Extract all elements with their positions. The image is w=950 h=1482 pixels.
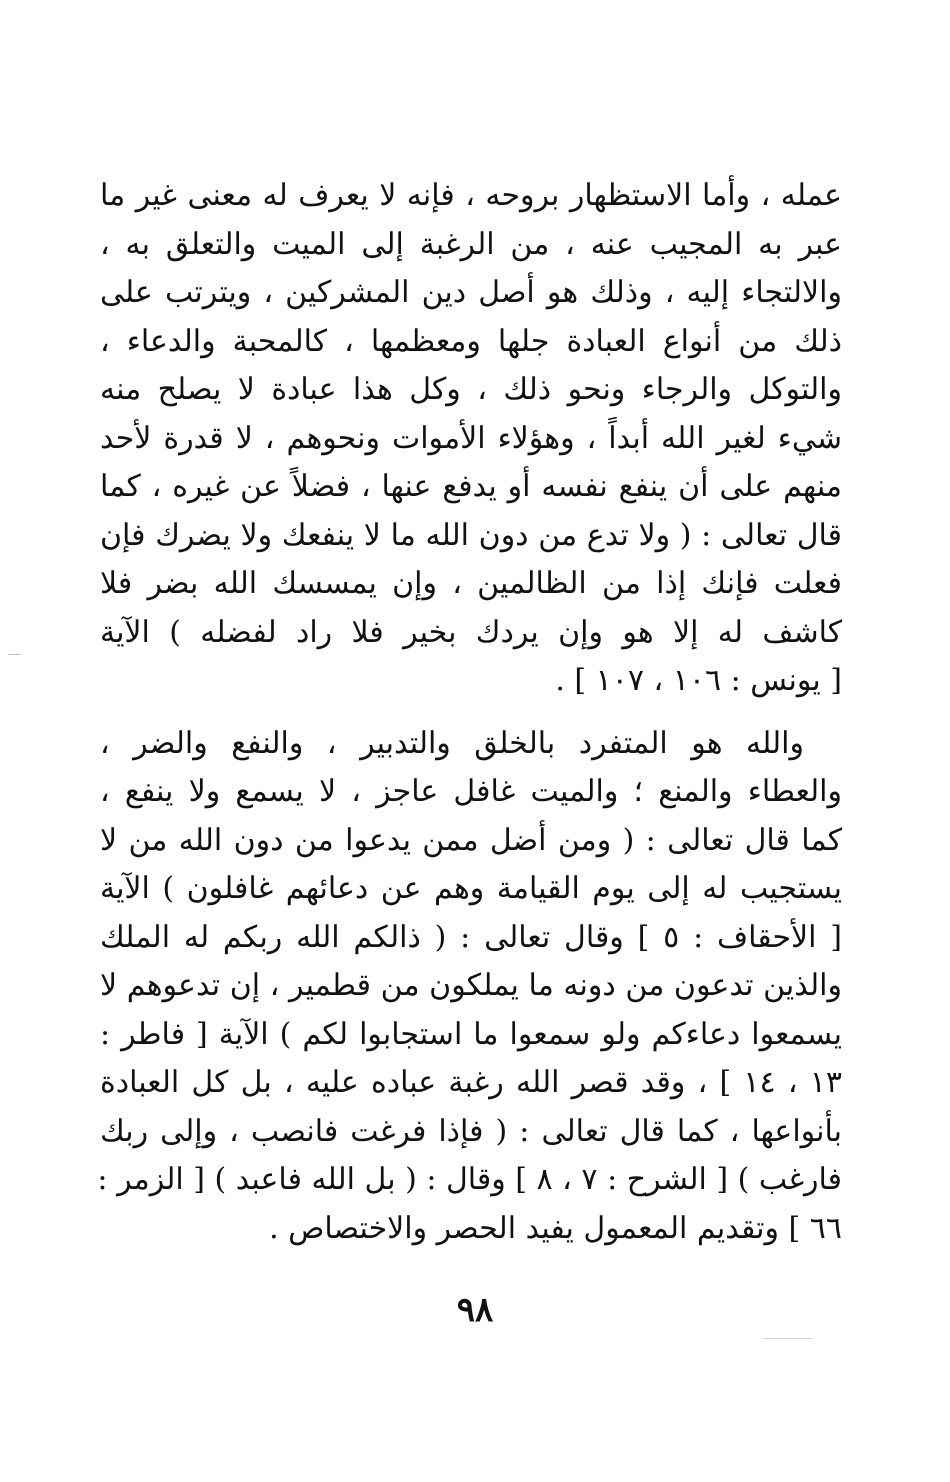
text-line: ١٣ ، ١٤ ] ، وقد قصر الله رغبة عباده عليه ، بل كل العبادة — [100, 1065, 842, 1100]
text-line: يستجيب له إلى يوم القيامة وهم عن دعائهم غافلون ) الآية — [100, 871, 842, 906]
text-line: عمله ، وأما الاستظهار بروحه ، فإنه لا يعرف له معنى غير ما — [100, 178, 842, 213]
text-line: [ يونس : ١٠٦ ، ١٠٧ ] . — [555, 663, 842, 698]
text-line: قال تعالى : ( ولا تدع من دون الله ما لا ينفعك ولا يضرك فإن — [100, 517, 842, 553]
text-line: فعلت فإنك إذا من الظالمين ، وإن يمسسك الله بضر فلا — [100, 566, 842, 601]
text-line: منهم على أن ينفع نفسه أو يدفع عنها ، فضلاً عن غيره ، كما — [100, 469, 842, 504]
text-line: ذلك من أنواع العبادة جلها ومعظمها ، كالمحبة والدعاء ، — [100, 323, 842, 359]
page-body-text — [97, 172, 843, 1253]
text-line: شيء لغير الله أبداً ، وهؤلاء الأموات ونحوهم ، لا قدرة لأحد — [100, 420, 842, 456]
text-line: والذين تدعون من دونه ما يملكون من قطمير ، إن تدعوهم لا — [100, 968, 842, 1003]
text-line: والله هو المتفرد بالخلق والتدبير ، والنفع والضر ، — [100, 725, 804, 761]
text-line: ٦٦ ] وتقديم المعمول يفيد الحصر والاختصاص . — [269, 1210, 842, 1246]
text-line: فارغب ) [ الشرح : ٧ ، ٨ ] وقال : ( بل الله فاعبد ) [ الزمر : — [97, 1162, 842, 1197]
text-line: عبر به المجيب عنه ، من الرغبة إلى الميت والتعلق به ، — [100, 226, 842, 262]
text-line: يسمعوا دعاءكم ولو سمعوا ما استجابوا لكم ) الآية [ فاطر : — [100, 1016, 842, 1052]
text-line: كما قال تعالى : ( ومن أضل ممن يدعوا من دون الله من لا — [100, 822, 842, 858]
text-line: والالتجاء إليه ، وذلك هو أصل دين المشركين ، ويترتب على — [100, 275, 842, 310]
scan-margin-mark — [8, 654, 20, 655]
text-line: كاشف له إلا هو وإن يردك بخير فلا راد لفضله ) الآية — [100, 614, 842, 650]
scan-corner-mark — [762, 1338, 812, 1339]
paragraph-gap — [100, 706, 842, 720]
text-line: والتوكل والرجاء ونحو ذلك ، وكل هذا عبادة لا يصلح منه — [100, 372, 843, 407]
text-line: [ الأحقاف : ٥ ] وقال تعالى : ( ذالكم الله ربكم له الملك — [100, 919, 842, 955]
page-number: ٩٨ — [456, 1290, 494, 1330]
text-line: بأنواعها ، كما قال تعالى : ( فإذا فرغت فانصب ، وإلى ربك — [100, 1113, 842, 1149]
text-line: والعطاء والمنع ؛ والميت غافل عاجز ، لا يسمع ولا ينفع ، — [100, 774, 842, 809]
